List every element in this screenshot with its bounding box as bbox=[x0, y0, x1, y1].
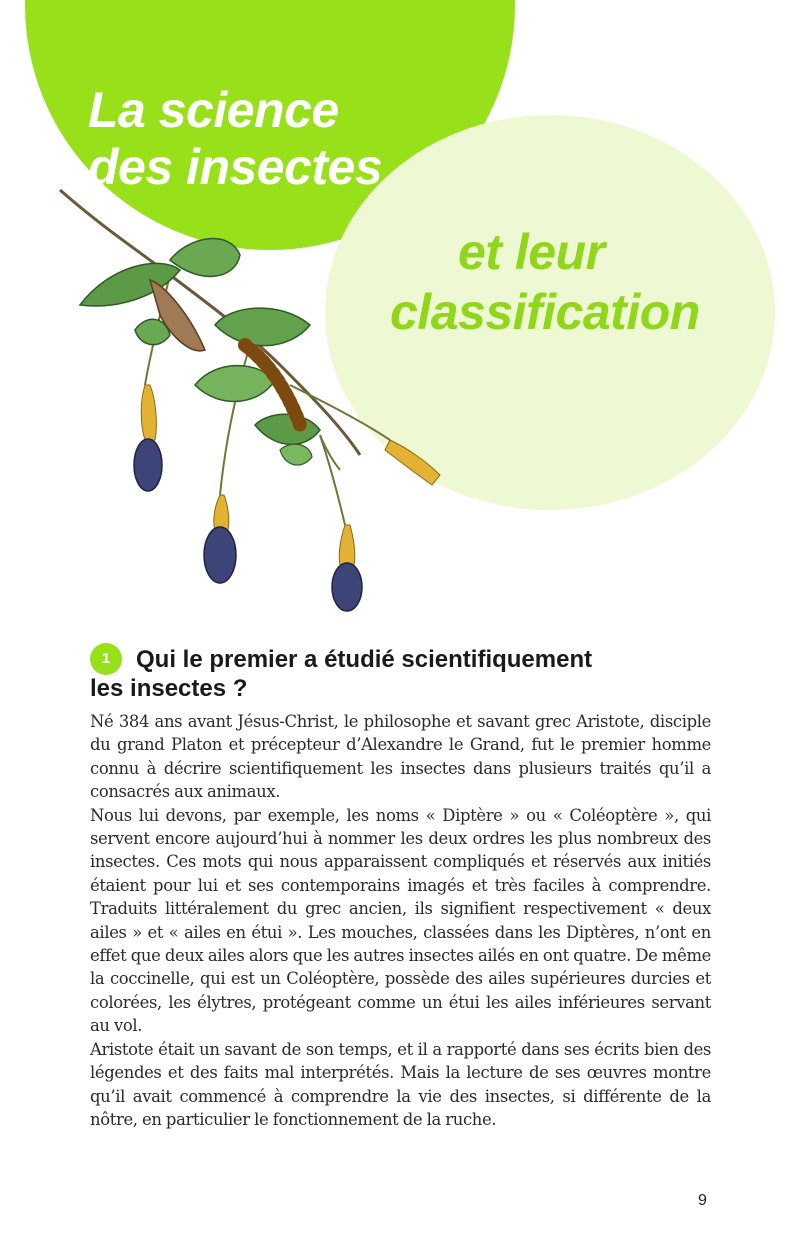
section-title bbox=[90, 645, 710, 703]
title-line: et leur bbox=[458, 224, 605, 280]
body-text bbox=[90, 710, 711, 1131]
paragraph: Né 384 ans avant Jésus-Christ, le philosophe et savant grec Aristote, disciple du grand Platon et précepteur d’Alexandre le Grand, fut le premier homme connu à décrire scientifiquement les insectes dans plusieurs traités qu’il a consacrés aux animaux. bbox=[90, 712, 711, 802]
section-number-badge: 1 bbox=[90, 643, 122, 675]
title-line: des insectes bbox=[88, 139, 383, 195]
title-line: classification bbox=[390, 284, 700, 340]
paragraph: Nous lui devons, par exemple, les noms « Diptère » ou « Coléoptère », qui servent encore aujourd’hui à nommer les deux ordres les plus nombreux des insectes. Ces mots qui nous apparaissent compliqués et réservés aux initiés étaient pour lui et ses contemporains imagés et très faciles à comprendre. Traduits littéralement du grec ancien, ils signifient respectivement « deux ailes » et « ailes en étui ». Les mouches, classées dans les Diptères, n’ont en effet que deux ailes alors que les autres insectes ailés en ont quatre. De même la coccinelle, qui est un Coléoptère, possède des ailes supérieures durcies et colorées, les élytres, protégeant comme un étui les ailes inférieures servant au vol. bbox=[90, 805, 711, 1036]
title-part-1 bbox=[88, 82, 382, 196]
paragraph: Aristote était un savant de son temps, et il a rapporté dans ses écrits bien des légendes et des faits mal interprétés. Mais la lecture de ses œuvres montre qu’il avait commencé à comprendre la vie des insectes, si différente de la nôtre, en particulier le fonctionnement de la ruche. bbox=[90, 1039, 711, 1129]
section-title-line: Qui le premier a étudié scientifiquement bbox=[136, 646, 593, 673]
page-number: 9 bbox=[698, 1192, 707, 1209]
section-title-line: les insectes ? bbox=[90, 675, 248, 702]
title-line: La science bbox=[88, 82, 339, 138]
title-part-2 bbox=[390, 222, 700, 342]
